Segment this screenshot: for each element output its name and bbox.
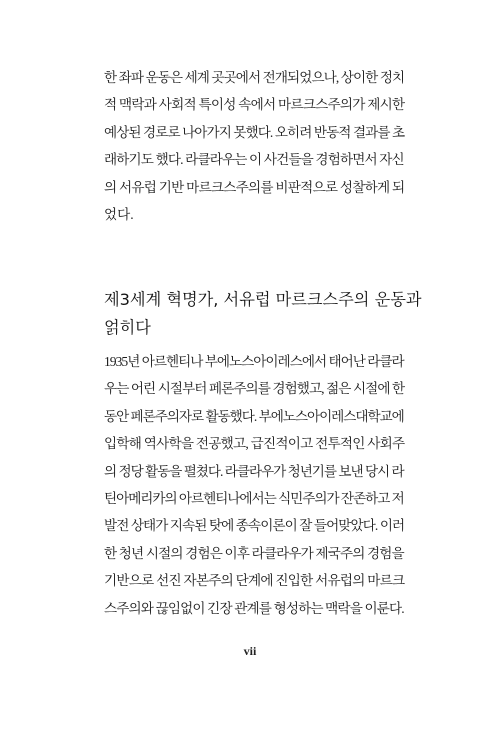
text-line: 의 정당 활동을 펼쳤다. 라클라우가 청년기를 보낸 당시 라 xyxy=(104,463,404,479)
section-heading xyxy=(104,286,424,342)
text-line: 스주의와 끊임없이 긴장 관계를 형성하는 맥락을 이룬다. xyxy=(104,600,404,616)
text-line: 우는 어린 시절부터 페론주의를 경험했고, 젊은 시절에 한 xyxy=(104,381,405,397)
text-line: 발전 상태가 지속된 탓에 종속이론이 잘 들어맞았다. 이러 xyxy=(104,518,405,534)
intro-paragraph xyxy=(104,64,404,228)
text-line: 예상된 경로로 나아가지 못했다. 오히려 반동적 결과를 초 xyxy=(104,124,405,140)
heading-line: 제3세계 혁명가, 서유럽 마르크스주의 운동과 xyxy=(104,290,422,309)
text-line: 한 좌파 운동은 세계 곳곳에서 전개되었으나, 상이한 정치 xyxy=(104,70,405,85)
text-line: 적 맥락과 사회적 특이성 속에서 마르크스주의가 제시한 xyxy=(104,97,405,113)
text-line: 었다. xyxy=(104,207,134,223)
text-line: 한 청년 시절의 경험은 이후 라클라우가 제국주의 경험을 xyxy=(104,545,404,561)
text-line: 1935년 아르헨티나 부에노스아이레스에서 태어난 라클라 xyxy=(104,354,404,369)
text-line: 입학해 역사학을 전공했고, 급진적이고 전투적인 사회주 xyxy=(104,436,405,452)
text-line: 틴아메리카의 아르헨티나에서는 식민주의가 잔존하고 저 xyxy=(104,491,404,507)
heading-line: 얽히다 xyxy=(104,318,151,337)
body-paragraph xyxy=(104,348,404,622)
page-number: vii xyxy=(243,644,257,658)
text-line: 래하기도 했다. 라클라우는 이 사건들을 경험하면서 자신 xyxy=(104,152,404,168)
text-line: 기반으로 선진 자본주의 단계에 진입한 서유럽의 마르크 xyxy=(104,573,405,589)
text-line: 의 서유럽 기반 마르크스주의를 비판적으로 성찰하게 되 xyxy=(104,179,405,195)
text-line: 동안 페론주의자로 활동했다. 부에노스아이레스대학교에 xyxy=(104,408,404,424)
